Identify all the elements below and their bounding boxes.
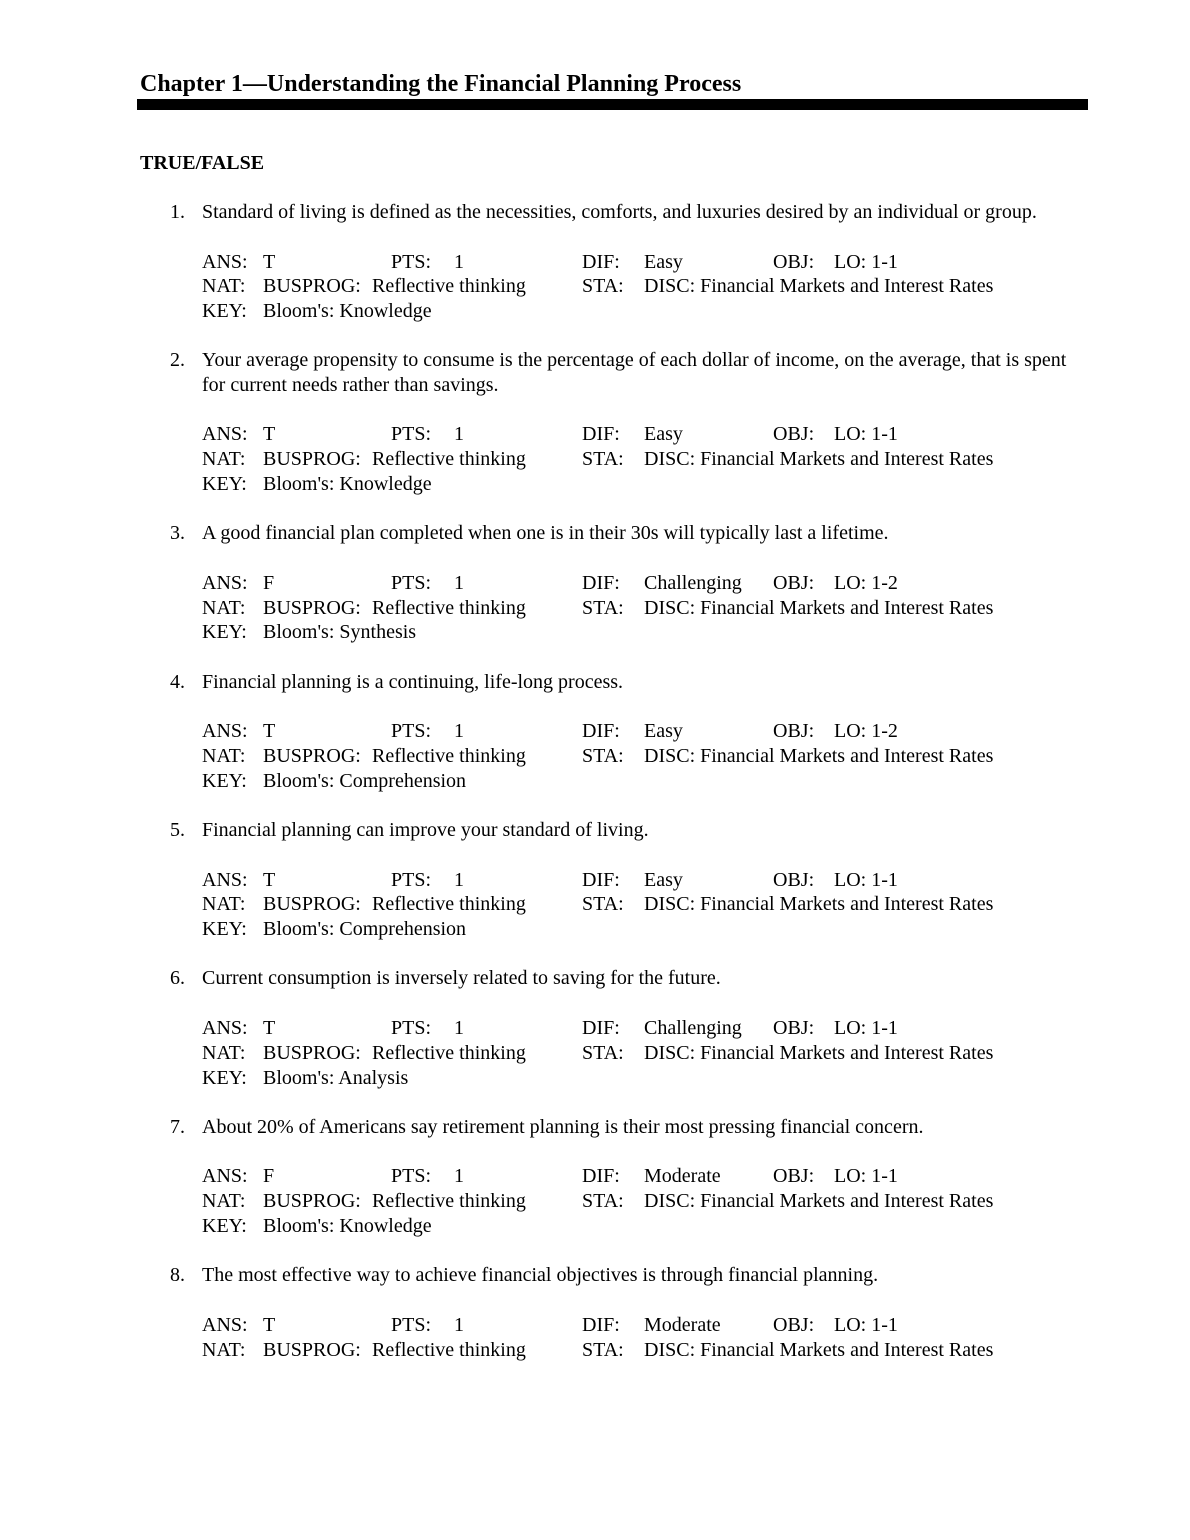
question-number: 4.: [170, 670, 185, 693]
pts-label: PTS:: [391, 868, 432, 891]
dif-label: DIF:: [582, 1313, 620, 1336]
key-value: Bloom's: Knowledge: [263, 472, 432, 495]
question-number: 2.: [170, 349, 185, 372]
answer-metadata: [0, 422, 1190, 496]
obj-label: OBJ:: [773, 720, 815, 743]
answer-metadata: [0, 868, 1190, 942]
answer-metadata: [0, 719, 1190, 793]
nat-label: NAT:: [202, 1190, 246, 1213]
dif-value: Easy: [644, 868, 683, 891]
question-text: Current consumption is inversely related to saving for the future.: [202, 967, 721, 990]
ans-value: F: [263, 571, 275, 594]
key-value: Bloom's: Knowledge: [263, 300, 432, 323]
question-number: 1.: [170, 201, 185, 223]
nat-label: NAT:: [202, 275, 246, 298]
meta-row-nat: [0, 1189, 1190, 1214]
obj-value: LO: 1-2: [834, 720, 898, 743]
nat-label: NAT:: [202, 448, 246, 471]
meta-row-key: [0, 917, 1190, 942]
key-value: Bloom's: Comprehension: [263, 918, 467, 941]
meta-row-nat: [0, 447, 1190, 472]
dif-value: Moderate: [644, 1313, 721, 1336]
ans-value: T: [263, 868, 276, 891]
ans-label: ANS:: [202, 868, 248, 891]
sta-label: STA:: [582, 1041, 624, 1064]
nat-prefix: BUSPROG:: [263, 1041, 361, 1064]
dif-label: DIF:: [582, 1016, 620, 1039]
pts-value: 1: [454, 1313, 464, 1336]
meta-row-ans: [0, 571, 1190, 596]
sta-label: STA:: [582, 893, 624, 916]
obj-label: OBJ:: [773, 1165, 815, 1188]
nat-prefix: BUSPROG:: [263, 275, 361, 298]
sta-value: DISC: Financial Markets and Interest Rates: [644, 448, 994, 471]
pts-label: PTS:: [391, 571, 432, 594]
question-list: [0, 200, 1190, 1387]
obj-value: LO: 1-1: [834, 1313, 898, 1336]
dif-value: Challenging: [644, 571, 742, 594]
sta-label: STA:: [582, 275, 624, 298]
obj-value: LO: 1-1: [834, 250, 898, 273]
ans-label: ANS:: [202, 720, 248, 743]
ans-value: F: [263, 1165, 275, 1188]
question-item: [0, 670, 1190, 794]
nat-value: Reflective thinking: [372, 275, 526, 298]
nat-value: Reflective thinking: [372, 448, 526, 471]
nat-label: NAT:: [202, 893, 246, 916]
answer-metadata: [0, 250, 1190, 324]
nat-value: Reflective thinking: [372, 1190, 526, 1213]
ans-label: ANS:: [202, 571, 248, 594]
sta-value: DISC: Financial Markets and Interest Rates: [644, 596, 994, 619]
question-number: 7.: [170, 1115, 185, 1138]
obj-value: LO: 1-1: [834, 868, 898, 891]
sta-label: STA:: [582, 744, 624, 767]
obj-value: LO: 1-1: [834, 423, 898, 446]
question-text: Your average propensity to consume is the percentage of each dollar of income, on the average, that is spent for current needs rather than savings.: [202, 349, 1067, 396]
ans-value: T: [263, 1313, 276, 1336]
question-text: About 20% of Americans say retirement planning is their most pressing financial concern.: [202, 1115, 924, 1138]
dif-label: DIF:: [582, 250, 620, 273]
pts-value: 1: [454, 423, 464, 446]
ans-value: T: [263, 423, 276, 446]
meta-row-key: [0, 769, 1190, 794]
pts-label: PTS:: [391, 1165, 432, 1188]
dif-value: Easy: [644, 250, 683, 273]
obj-label: OBJ:: [773, 868, 815, 891]
meta-row-key: [0, 620, 1190, 645]
nat-label: NAT:: [202, 1041, 246, 1064]
obj-label: OBJ:: [773, 571, 815, 594]
key-value: Bloom's: Comprehension: [263, 769, 467, 792]
dif-label: DIF:: [582, 423, 620, 446]
key-value: Bloom's: Analysis: [263, 1066, 409, 1089]
nat-prefix: BUSPROG:: [263, 448, 361, 471]
meta-row-nat: [0, 596, 1190, 621]
meta-row-ans: [0, 719, 1190, 744]
key-value: Bloom's: Synthesis: [263, 621, 417, 644]
obj-value: LO: 1-1: [834, 1016, 898, 1039]
question-text: Standard of living is defined as the necessities, comforts, and luxuries desired by an individual or group.: [202, 201, 1037, 223]
nat-prefix: BUSPROG:: [263, 744, 361, 767]
nat-prefix: BUSPROG:: [263, 1338, 361, 1361]
meta-row-key: [0, 1214, 1190, 1239]
sta-value: DISC: Financial Markets and Interest Rates: [644, 1338, 994, 1361]
meta-row-ans: [0, 1164, 1190, 1189]
meta-row-nat: [0, 744, 1190, 769]
key-label: KEY:: [202, 769, 247, 792]
pts-label: PTS:: [391, 1313, 432, 1336]
meta-row-key: [0, 1066, 1190, 1091]
key-label: KEY:: [202, 1066, 247, 1089]
question-item: [0, 1115, 1190, 1239]
sta-label: STA:: [582, 596, 624, 619]
question-text: A good financial plan completed when one is in their 30s will typically last a lifetime.: [202, 522, 889, 545]
dif-value: Easy: [644, 423, 683, 446]
chapter-title: Chapter 1—Understanding the Financial Planning Process: [140, 71, 742, 97]
question-text: Financial planning is a continuing, life-long process.: [202, 670, 624, 693]
dif-label: DIF:: [582, 868, 620, 891]
ans-label: ANS:: [202, 1313, 248, 1336]
question-item: [0, 966, 1190, 1090]
meta-row-ans: [0, 422, 1190, 447]
obj-label: OBJ:: [773, 423, 815, 446]
title-rule: [137, 99, 1088, 110]
question-number: 3.: [170, 522, 185, 545]
obj-label: OBJ:: [773, 1313, 815, 1336]
nat-label: NAT:: [202, 596, 246, 619]
nat-value: Reflective thinking: [372, 1338, 526, 1361]
sta-label: STA:: [582, 1190, 624, 1213]
pts-label: PTS:: [391, 1016, 432, 1039]
dif-label: DIF:: [582, 1165, 620, 1188]
sta-value: DISC: Financial Markets and Interest Rates: [644, 893, 994, 916]
ans-label: ANS:: [202, 250, 248, 273]
meta-row-ans: [0, 250, 1190, 275]
nat-value: Reflective thinking: [372, 744, 526, 767]
nat-value: Reflective thinking: [372, 1041, 526, 1064]
question-number: 6.: [170, 967, 185, 990]
nat-label: NAT:: [202, 1338, 246, 1361]
meta-row-ans: [0, 868, 1190, 893]
meta-row-nat: [0, 1338, 1190, 1363]
pts-value: 1: [454, 571, 464, 594]
question-item: [0, 348, 1190, 496]
sta-label: STA:: [582, 1338, 624, 1361]
meta-row-ans: [0, 1313, 1190, 1338]
nat-label: NAT:: [202, 744, 246, 767]
meta-row-nat: [0, 1041, 1190, 1066]
ans-label: ANS:: [202, 1016, 248, 1039]
dif-value: Easy: [644, 720, 683, 743]
obj-label: OBJ:: [773, 250, 815, 273]
answer-metadata: [0, 1164, 1190, 1238]
pts-label: PTS:: [391, 423, 432, 446]
question-number: 5.: [170, 819, 185, 842]
key-value: Bloom's: Knowledge: [263, 1214, 432, 1237]
meta-row-ans: [0, 1016, 1190, 1041]
pts-value: 1: [454, 1165, 464, 1188]
obj-value: LO: 1-2: [834, 571, 898, 594]
answer-metadata: [0, 1313, 1190, 1363]
nat-value: Reflective thinking: [372, 893, 526, 916]
nat-value: Reflective thinking: [372, 596, 526, 619]
obj-value: LO: 1-1: [834, 1165, 898, 1188]
answer-metadata: [0, 1016, 1190, 1090]
dif-label: DIF:: [582, 720, 620, 743]
section-heading: TRUE/FALSE: [140, 152, 265, 174]
dif-value: Challenging: [644, 1016, 742, 1039]
pts-value: 1: [454, 868, 464, 891]
meta-row-key: [0, 299, 1190, 324]
key-label: KEY:: [202, 472, 247, 495]
ans-value: T: [263, 720, 276, 743]
nat-prefix: BUSPROG:: [263, 596, 361, 619]
pts-value: 1: [454, 720, 464, 743]
ans-label: ANS:: [202, 423, 248, 446]
key-label: KEY:: [202, 918, 247, 941]
pts-label: PTS:: [391, 250, 432, 273]
ans-value: T: [263, 250, 276, 273]
sta-value: DISC: Financial Markets and Interest Rates: [644, 1190, 994, 1213]
nat-prefix: BUSPROG:: [263, 893, 361, 916]
dif-value: Moderate: [644, 1165, 721, 1188]
question-item: [0, 200, 1190, 324]
question-text: The most effective way to achieve financial objectives is through financial planning.: [202, 1264, 879, 1287]
question-item: [0, 521, 1190, 645]
key-label: KEY:: [202, 300, 247, 323]
meta-row-nat: [0, 892, 1190, 917]
ans-value: T: [263, 1016, 276, 1039]
question-number: 8.: [170, 1264, 185, 1287]
key-label: KEY:: [202, 1214, 247, 1237]
meta-row-nat: [0, 274, 1190, 299]
sta-value: DISC: Financial Markets and Interest Rates: [644, 744, 994, 767]
sta-value: DISC: Financial Markets and Interest Rates: [644, 1041, 994, 1064]
question-item: [0, 818, 1190, 942]
ans-label: ANS:: [202, 1165, 248, 1188]
pts-value: 1: [454, 250, 464, 273]
sta-value: DISC: Financial Markets and Interest Rates: [644, 275, 994, 298]
dif-label: DIF:: [582, 571, 620, 594]
question-text: Financial planning can improve your standard of living.: [202, 819, 649, 842]
nat-prefix: BUSPROG:: [263, 1190, 361, 1213]
key-label: KEY:: [202, 621, 247, 644]
obj-label: OBJ:: [773, 1016, 815, 1039]
meta-row-key: [0, 472, 1190, 497]
pts-label: PTS:: [391, 720, 432, 743]
pts-value: 1: [454, 1016, 464, 1039]
answer-metadata: [0, 571, 1190, 645]
question-item: [0, 1263, 1190, 1362]
sta-label: STA:: [582, 448, 624, 471]
